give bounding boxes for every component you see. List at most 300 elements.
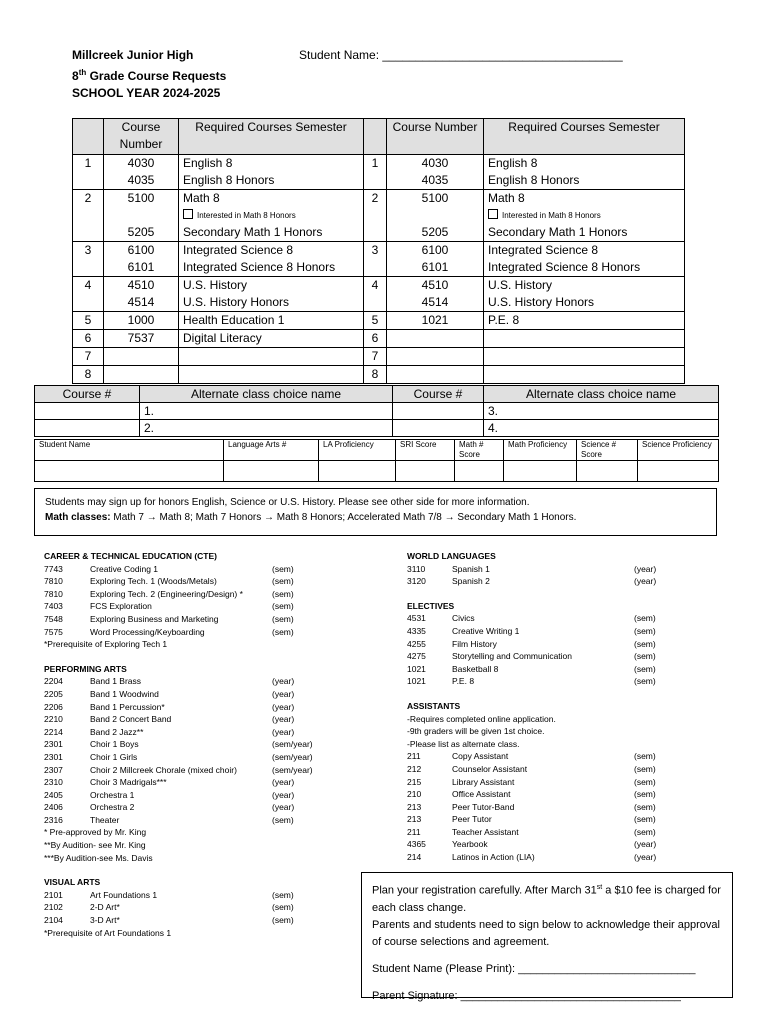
course-name: Basketball 8 — [452, 663, 499, 674]
course-number-left[interactable] — [104, 348, 179, 366]
course-name: Orchestra 2 — [90, 802, 135, 813]
course-row — [73, 190, 685, 242]
course-number-left[interactable] — [104, 242, 179, 277]
cell-line: 4514 — [127, 295, 155, 309]
course-code: 2102 — [44, 902, 63, 913]
course-name: Yearbook — [452, 839, 488, 850]
student-name-field[interactable]: Student Name: ____________________________________ — [299, 48, 623, 62]
course-code: 2210 — [44, 714, 63, 725]
course-name: Choir 1 Boys — [90, 739, 139, 750]
course-list-item — [44, 801, 344, 814]
course-number-left[interactable] — [104, 155, 179, 190]
score-header-sri: SRI Score — [396, 440, 455, 461]
course-term: (year) — [272, 777, 295, 788]
cell-line — [183, 366, 359, 383]
arts-section — [44, 663, 344, 865]
course-term: (sem) — [634, 638, 656, 649]
course-term: (sem) — [272, 613, 294, 624]
visual-title: VISUAL ARTS — [44, 877, 101, 888]
course-list-item — [44, 713, 344, 726]
course-name: Exploring Business and Marketing — [90, 613, 219, 624]
row-number-right: 7 — [364, 348, 387, 366]
row-number-right: 8 — [364, 366, 387, 384]
cell-line: English 8 Honors — [488, 173, 580, 187]
course-list-right — [407, 550, 682, 864]
header-course-number-left: Course Number — [104, 119, 179, 155]
course-list-item — [407, 801, 682, 814]
cell-line: Secondary Math 1 Honors — [488, 225, 628, 239]
row-number-right: 2 — [364, 190, 387, 242]
course-title-left[interactable] — [179, 330, 364, 348]
course-name: Band 1 Woodwind — [90, 688, 159, 699]
course-name: Band 1 Percussion* — [90, 701, 165, 712]
cell-line: Health Education 1 — [183, 313, 285, 327]
header-required-right: Required Courses Semester — [484, 119, 685, 155]
course-term: (year) — [272, 802, 295, 813]
course-title-right[interactable] — [484, 242, 685, 277]
course-code: 4335 — [407, 625, 426, 636]
course-term: (sem) — [272, 626, 294, 637]
alt-course-input[interactable] — [35, 420, 140, 437]
course-term: (sem/year) — [272, 739, 313, 750]
cell-line: English 8 — [183, 156, 233, 170]
cell-line: Integrated Science 8 Honors — [488, 260, 641, 274]
math-honors-interest-checkbox[interactable]: Interested in Math 8 Honors — [488, 207, 680, 224]
course-name: Peer Tutor-Band — [452, 801, 515, 812]
course-list-item — [407, 563, 682, 576]
course-list-item — [44, 600, 344, 613]
course-title-left[interactable] — [179, 277, 364, 312]
course-term: (year) — [272, 688, 295, 699]
course-list-item — [44, 688, 344, 701]
course-term: (sem) — [272, 563, 294, 574]
checkbox-icon[interactable] — [488, 209, 498, 219]
cell-line: 6100 — [421, 243, 449, 257]
course-number-left[interactable] — [104, 190, 179, 242]
alt-course-input[interactable] — [35, 403, 140, 420]
cell-line — [391, 330, 479, 347]
score-input[interactable] — [224, 461, 319, 482]
cell-line: U.S. History — [488, 278, 553, 292]
score-header-math-prof: Math Proficiency — [504, 440, 577, 461]
cell-line: 4510 — [127, 278, 155, 292]
course-title-left[interactable] — [179, 348, 364, 366]
cell-line: U.S. History — [183, 278, 248, 292]
course-term: (year) — [634, 563, 657, 574]
course-row — [73, 348, 685, 366]
course-number-right[interactable] — [387, 155, 484, 190]
course-term: (sem) — [634, 625, 656, 636]
course-name: Exploring Tech. 2 (Engineering/Design) * — [90, 588, 243, 599]
alt-header-name-right: Alternate class choice name — [484, 386, 719, 403]
row-number-right: 1 — [364, 155, 387, 190]
plan-acknowledge: Parents and students need to sign below to acknowledge their approval of course selections and agreement. — [372, 918, 720, 948]
course-list-item — [44, 701, 344, 714]
course-name: Choir 1 Girls — [90, 751, 138, 762]
course-title-left[interactable] — [179, 242, 364, 277]
cell-line: 6101 — [421, 260, 449, 274]
course-number-left[interactable] — [104, 312, 179, 330]
cell-line: Digital Literacy — [183, 331, 262, 345]
course-code: 2205 — [44, 688, 63, 699]
course-term: (sem) — [634, 826, 656, 837]
course-code: 3120 — [407, 576, 426, 587]
score-input[interactable] — [504, 461, 577, 482]
course-term: (year) — [272, 676, 295, 687]
math-honors-interest-checkbox[interactable] — [391, 207, 479, 224]
header-course-number-right: Course Number — [387, 119, 484, 155]
course-list-item — [44, 901, 344, 914]
course-name: Spanish 1 — [452, 563, 490, 574]
cell-line: 6100 — [127, 243, 155, 257]
cell-line: 5205 — [127, 225, 155, 239]
score-input[interactable] — [319, 461, 396, 482]
course-code: 212 — [407, 763, 422, 774]
alt-header-course-right: Course # — [393, 386, 484, 403]
alt-course-input[interactable] — [393, 403, 484, 420]
course-list-item — [44, 914, 344, 927]
course-code: 2405 — [44, 789, 63, 800]
course-code: 7810 — [44, 588, 63, 599]
course-number-left[interactable] — [104, 277, 179, 312]
course-title-right[interactable] — [484, 190, 685, 242]
cell-line — [488, 348, 680, 365]
registration-agreement-box — [361, 872, 733, 1002]
math-honors-interest-checkbox[interactable]: Interested in Math 8 Honors — [183, 207, 359, 224]
course-row — [73, 242, 685, 277]
course-code: 2307 — [44, 764, 63, 775]
course-name: Word Processing/Keyboarding — [90, 626, 205, 637]
cell-line: 5100 — [127, 191, 155, 205]
course-code: 213 — [407, 814, 422, 825]
course-code: 214 — [407, 852, 422, 863]
course-code: 2301 — [44, 739, 63, 750]
course-term: (sem/year) — [272, 751, 313, 762]
course-code: 7743 — [44, 563, 63, 574]
course-term: (sem) — [272, 588, 294, 599]
course-code: 2104 — [44, 915, 63, 926]
course-code: 4531 — [407, 613, 426, 624]
visual-footnote: *Prerequisite of Art Foundations 1 — [44, 927, 172, 938]
course-name: Peer Tutor — [452, 814, 492, 825]
cell-line: 1021 — [421, 313, 449, 327]
form-header — [72, 47, 226, 102]
course-code: 2310 — [44, 777, 63, 788]
cell-line — [108, 348, 174, 365]
course-title-right[interactable] — [484, 155, 685, 190]
cell-line — [108, 366, 174, 383]
school-name: Millcreek Junior High — [72, 48, 194, 62]
course-number-right[interactable] — [387, 277, 484, 312]
alt-header-course-left: Course # — [35, 386, 140, 403]
course-term: (sem) — [634, 663, 656, 674]
course-request-table — [72, 118, 685, 384]
course-code: 2206 — [44, 701, 63, 712]
score-header-la-prof: LA Proficiency — [319, 440, 396, 461]
cell-line: 4030 — [127, 156, 155, 170]
row-number-left: 6 — [73, 330, 104, 348]
cell-line: English 8 Honors — [183, 173, 275, 187]
alt-choice-1[interactable]: 1. — [140, 403, 393, 420]
honors-note-box — [34, 488, 717, 536]
course-term: (sem) — [634, 676, 656, 687]
course-code: 2204 — [44, 676, 63, 687]
cell-line: English 8 — [488, 156, 538, 170]
course-title-left[interactable] — [179, 366, 364, 384]
course-list-item — [407, 612, 682, 625]
scores-table — [34, 439, 719, 482]
course-number-right[interactable] — [387, 348, 484, 366]
course-row — [73, 366, 685, 384]
course-name: Civics — [452, 613, 475, 624]
assistants-note: -9th graders will be given 1st choice. — [407, 726, 545, 737]
course-number-left[interactable] — [104, 330, 179, 348]
course-list-item — [44, 675, 344, 688]
course-list-item — [407, 826, 682, 839]
course-code: 4255 — [407, 638, 426, 649]
checkbox-icon[interactable] — [183, 209, 193, 219]
row-number-left: 8 — [73, 366, 104, 384]
electives-title: ELECTIVES — [407, 600, 455, 611]
course-code: 1021 — [407, 676, 426, 687]
course-code: 2316 — [44, 814, 63, 825]
course-code: 3110 — [407, 563, 426, 574]
row-number-left: 1 — [73, 155, 104, 190]
course-code: 215 — [407, 776, 422, 787]
course-list-item — [44, 776, 344, 789]
course-list-item — [44, 789, 344, 802]
course-list-item — [407, 575, 682, 588]
row-number-left: 4 — [73, 277, 104, 312]
course-name: FCS Exploration — [90, 601, 152, 612]
course-title-right[interactable] — [484, 312, 685, 330]
course-term: (sem) — [634, 814, 656, 825]
alt-header-name-left: Alternate class choice name — [140, 386, 393, 403]
course-code: 2101 — [44, 889, 63, 900]
course-code: 211 — [407, 826, 421, 837]
course-list-item — [407, 763, 682, 776]
course-name: Choir 3 Madrigals*** — [90, 777, 167, 788]
course-name: 2-D Art* — [90, 902, 120, 913]
course-name: Office Assistant — [452, 789, 511, 800]
course-term: (year) — [634, 839, 657, 850]
course-term: (sem) — [634, 751, 656, 762]
course-name: Band 2 Jazz** — [90, 726, 144, 737]
course-title-left[interactable] — [179, 155, 364, 190]
course-list-item — [407, 776, 682, 789]
course-number-right[interactable] — [387, 242, 484, 277]
course-term: (sem) — [272, 576, 294, 587]
score-header-student-name: Student Name — [35, 440, 224, 461]
arts-footnote: ***By Audition-see Ms. Davis — [44, 852, 153, 863]
student-print-name-field[interactable]: Student Name (Please Print): _____________________________ — [372, 962, 696, 975]
row-number-left: 3 — [73, 242, 104, 277]
course-list-item — [407, 838, 682, 851]
course-code: 7403 — [44, 601, 63, 612]
cell-line: U.S. History Honors — [183, 295, 290, 309]
score-header-la: Language Arts # — [224, 440, 319, 461]
cell-line: Integrated Science 8 — [488, 243, 599, 257]
electives-section — [407, 600, 682, 688]
course-row — [73, 155, 685, 190]
header-required-left: Required Courses Semester — [179, 119, 364, 155]
row-number-left: 5 — [73, 312, 104, 330]
course-list-item — [407, 663, 682, 676]
course-term: (year) — [634, 576, 657, 587]
course-term: (sem) — [272, 889, 294, 900]
course-list-item — [44, 726, 344, 739]
course-name: Teacher Assistant — [452, 826, 519, 837]
score-input[interactable] — [638, 461, 719, 482]
course-name: Latinos in Action (LIA) — [452, 852, 535, 863]
course-code: 1021 — [407, 663, 426, 674]
grade-title: 8th Grade Course Requests — [72, 68, 227, 83]
course-list-item — [407, 638, 682, 651]
course-name: Library Assistant — [452, 776, 515, 787]
cell-line — [391, 366, 479, 383]
course-name: Copy Assistant — [452, 751, 509, 762]
math-honors-interest-checkbox[interactable] — [108, 207, 174, 224]
alt-choice-2[interactable]: 2. — [140, 420, 393, 437]
course-term: (year) — [272, 789, 295, 800]
course-title-right[interactable] — [484, 366, 685, 384]
course-term: (sem) — [272, 601, 294, 612]
course-list-item — [44, 613, 344, 626]
score-header-science: Science # Score — [577, 440, 638, 461]
course-list-item — [407, 851, 682, 864]
course-term: (sem) — [634, 789, 656, 800]
visual-section — [44, 876, 344, 939]
cell-line: Secondary Math 1 Honors — [183, 225, 323, 239]
course-list-item — [407, 813, 682, 826]
course-term: (year) — [272, 714, 295, 725]
course-term: (year) — [272, 701, 295, 712]
course-list-item — [407, 650, 682, 663]
course-number-right[interactable] — [387, 330, 484, 348]
row-number-right: 3 — [364, 242, 387, 277]
course-list-item — [44, 563, 344, 576]
course-list-item — [407, 625, 682, 638]
course-number-right[interactable] — [387, 190, 484, 242]
course-row — [73, 330, 685, 348]
course-title-left[interactable] — [179, 190, 364, 242]
course-name: Orchestra 1 — [90, 789, 135, 800]
languages-section — [407, 550, 682, 588]
course-list-item — [407, 788, 682, 801]
course-name: Choir 2 Millcreek Chorale (mixed choir) — [90, 764, 237, 775]
course-name: Band 1 Brass — [90, 676, 142, 687]
course-name: Band 2 Concert Band — [90, 714, 172, 725]
assistants-section — [407, 700, 682, 864]
course-name: Spanish 2 — [452, 576, 490, 587]
alt-choice-4[interactable]: 4. — [484, 420, 719, 437]
course-code: 210 — [407, 789, 422, 800]
course-name: Theater — [90, 814, 120, 825]
row-number-left: 2 — [73, 190, 104, 242]
course-code: 2301 — [44, 751, 63, 762]
course-name: Storytelling and Communication — [452, 651, 573, 662]
cell-line: Math 8 — [183, 191, 220, 205]
course-term: (sem) — [634, 651, 656, 662]
cell-line: 4035 — [127, 173, 155, 187]
score-input[interactable] — [455, 461, 504, 482]
course-code: 2406 — [44, 802, 63, 813]
course-list-item — [44, 588, 344, 601]
cell-line: Math 8 — [488, 191, 525, 205]
cell-line: 4514 — [421, 295, 449, 309]
course-list-item — [44, 738, 344, 751]
cell-line: Integrated Science 8 — [183, 243, 294, 257]
parent-signature-field[interactable]: Parent Signature: ____________________________________ — [372, 989, 681, 1002]
course-title-left[interactable] — [179, 312, 364, 330]
cell-line: U.S. History Honors — [488, 295, 595, 309]
course-term: (year) — [272, 726, 295, 737]
assistants-note: -Requires completed online application. — [407, 713, 556, 724]
cell-line — [488, 330, 680, 347]
course-row — [73, 277, 685, 312]
languages-title: WORLD LANGUAGES — [407, 551, 496, 561]
course-title-right[interactable] — [484, 277, 685, 312]
course-term: (sem) — [272, 814, 294, 825]
course-term: (sem/year) — [272, 764, 313, 775]
cte-title: CAREER & TECHNICAL EDUCATION (CTE) — [44, 551, 217, 561]
row-number-right: 4 — [364, 277, 387, 312]
course-title-right[interactable] — [484, 348, 685, 366]
score-input[interactable] — [35, 461, 224, 482]
arts-footnote: **By Audition- see Mr. King — [44, 840, 146, 851]
course-list-item — [44, 751, 344, 764]
course-number-right[interactable] — [387, 366, 484, 384]
cte-footnote: *Prerequisite of Exploring Tech 1 — [44, 639, 168, 650]
cell-line — [391, 348, 479, 365]
course-title-right[interactable] — [484, 330, 685, 348]
cell-line: 6101 — [127, 260, 155, 274]
cell-line — [183, 348, 359, 365]
row-number-left: 7 — [73, 348, 104, 366]
score-input[interactable] — [396, 461, 455, 482]
cell-line: 4035 — [421, 173, 449, 187]
course-list-item — [44, 575, 344, 588]
cell-line: P.E. 8 — [488, 313, 520, 327]
course-code: 4275 — [407, 651, 426, 662]
course-list-item — [407, 675, 682, 688]
course-name: 3-D Art* — [90, 915, 120, 926]
course-code: 213 — [407, 801, 422, 812]
arts-footnote: * Pre-approved by Mr. King — [44, 827, 147, 838]
course-number-left[interactable] — [104, 366, 179, 384]
score-input[interactable] — [577, 461, 638, 482]
alt-choice-3[interactable]: 3. — [484, 403, 719, 420]
alternate-choices-table — [34, 385, 719, 437]
course-term: (sem) — [634, 801, 656, 812]
course-number-right[interactable] — [387, 312, 484, 330]
course-name: Exploring Tech. 1 (Woods/Metals) — [90, 576, 217, 587]
course-name: Art Foundations 1 — [90, 889, 158, 900]
course-list-item — [44, 764, 344, 777]
course-term: (sem) — [272, 915, 294, 926]
course-list-left — [44, 550, 344, 939]
plan-warning: Plan your registration carefully. After March 31st a $10 fee is charged for each class change. — [372, 884, 721, 914]
arts-title: PERFORMING ARTS — [44, 663, 127, 674]
math-classes-note: Math classes: Math 7 → Math 8; Math 7 Honors → Math 8 Honors; Accelerated Math 7/8 → Secondary Math 1 Honors. — [45, 512, 577, 523]
course-code: 7810 — [44, 576, 63, 587]
course-code: 4365 — [407, 839, 426, 850]
score-header-math: Math # Score — [455, 440, 504, 461]
assistants-title: ASSISTANTS — [407, 700, 461, 711]
course-code: 211 — [407, 751, 421, 762]
course-term: (sem) — [634, 776, 656, 787]
alt-course-input[interactable] — [393, 420, 484, 437]
